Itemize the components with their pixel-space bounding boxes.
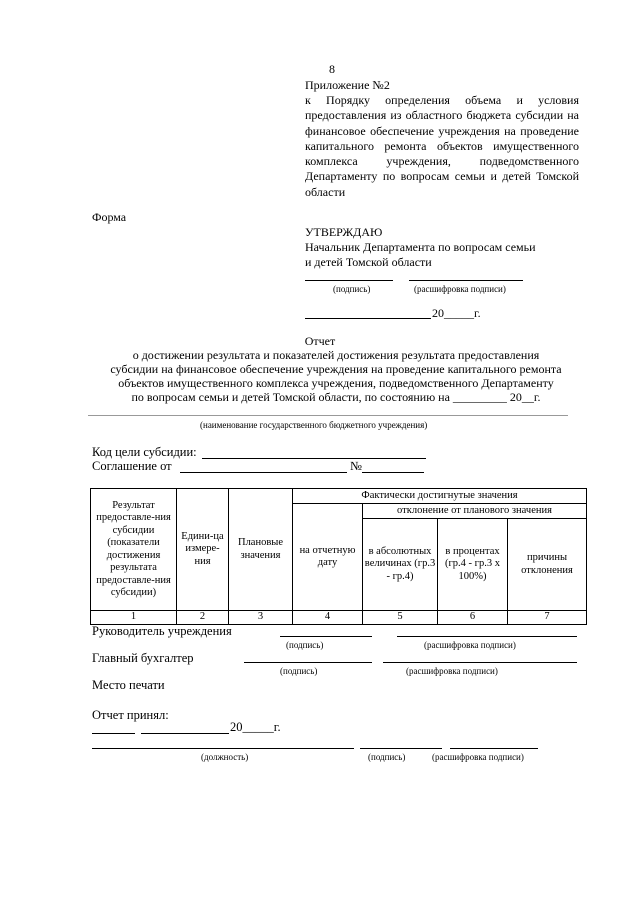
report-line-3: объектов имущественного комплекса учреждения, подведомственного Департаменту (118, 376, 554, 390)
appendix-text: к Порядку определения объема и условия предоставления из областного бюджета субсидии на финансовое обеспечение учреждения на проведение капитального ремонта объектов имущественного комплекса учреждения, подведомственного Департаменту по вопросам семьи и детей Томской области (305, 93, 579, 199)
header-result: Результат предоставле-ния субсидии (показатели достижения результата предоставле-ния субсидии) (91, 489, 177, 611)
goal-code-input-line[interactable] (202, 458, 426, 459)
head-decoding-caption: (расшифровка подписи) (424, 640, 516, 650)
institution-caption: (наименование государственного бюджетного учреждения) (200, 420, 428, 430)
approval-title: УТВЕРЖДАЮ (305, 225, 383, 239)
accountant-decoding-caption: (расшифровка подписи) (406, 666, 498, 676)
header-absolute: в абсолютных величинах (гр.3 - гр.4) (363, 519, 438, 611)
head-signature-line[interactable] (280, 636, 372, 637)
table-row (91, 611, 587, 625)
agreement-number-label: № (350, 459, 362, 473)
accountant-signature-caption: (подпись) (280, 666, 318, 676)
accepted-signature-line[interactable] (360, 748, 442, 749)
accepted-month-line[interactable] (141, 733, 229, 734)
report-line-2: субсидии на финансовое обеспечение учреждения на проведение капитального ремонта (110, 362, 562, 376)
accepted-decoding-line[interactable] (450, 748, 538, 749)
approval-decoding-caption: (расшифровка подписи) (414, 284, 506, 294)
column-number: 4 (293, 611, 363, 625)
accountant-decoding-line[interactable] (383, 662, 577, 663)
report-line-1: о достижении результата и показателей достижения результата предоставления (132, 348, 540, 362)
approval-decoding-line (409, 280, 523, 281)
approval-signature-line (305, 280, 393, 281)
agreement-label: Соглашение от (92, 459, 172, 473)
accepted-position-caption: (должность) (201, 752, 249, 762)
agreement-date-line[interactable] (180, 472, 347, 473)
header-reasons: причины отклонения (508, 519, 587, 611)
header-deviation-group: отклонение от планового значения (363, 504, 587, 519)
approval-date-line (305, 318, 431, 319)
column-number: 3 (229, 611, 293, 625)
header-unit: Едини-ца измере-ния (177, 489, 229, 611)
approval-line-1: Начальник Департамента по вопросам семьи (305, 240, 536, 254)
header-planned: Плановые значения (229, 489, 293, 611)
accepted-date: 20_____г. (230, 720, 281, 734)
column-number: 5 (363, 611, 438, 625)
head-signature-caption: (подпись) (286, 640, 324, 650)
goal-code-label: Код цели субсидии: (92, 445, 197, 459)
accepted-label: Отчет принял: (92, 708, 169, 722)
header-percent: в процентах (гр.4 - гр.3 x 100%) (438, 519, 508, 611)
agreement-number-line[interactable] (362, 472, 424, 473)
accountant-label: Главный бухгалтер (92, 651, 194, 665)
column-number: 6 (438, 611, 508, 625)
page-number: 8 (329, 62, 335, 76)
approval-date: 20_____г. (432, 306, 481, 320)
accountant-signature-line[interactable] (244, 662, 372, 663)
column-number: 7 (508, 611, 587, 625)
form-label: Форма (92, 210, 127, 224)
report-table (90, 488, 587, 625)
report-title: Отчет (304, 334, 336, 348)
header-actual-group: Фактически достигнутые значения (293, 489, 587, 504)
accepted-signature-caption: (подпись) (368, 752, 406, 762)
accepted-position-line[interactable] (92, 748, 354, 749)
approval-signature-caption: (подпись) (333, 284, 371, 294)
header-reporting-date: на отчетную дату (293, 504, 363, 611)
institution-line (88, 415, 568, 416)
head-label: Руководитель учреждения (92, 624, 232, 638)
accepted-decoding-caption: (расшифровка подписи) (432, 752, 524, 762)
report-line-4: по вопросам семьи и детей Томской области, по состоянию на _________ 20__г. (131, 390, 541, 404)
approval-line-2: и детей Томской области (305, 255, 432, 269)
accepted-day-line[interactable] (92, 733, 135, 734)
stamp-label: Место печати (92, 678, 165, 692)
head-decoding-line[interactable] (397, 636, 577, 637)
column-number: 2 (177, 611, 229, 625)
appendix-title: Приложение №2 (305, 78, 390, 92)
column-number: 1 (91, 611, 177, 625)
